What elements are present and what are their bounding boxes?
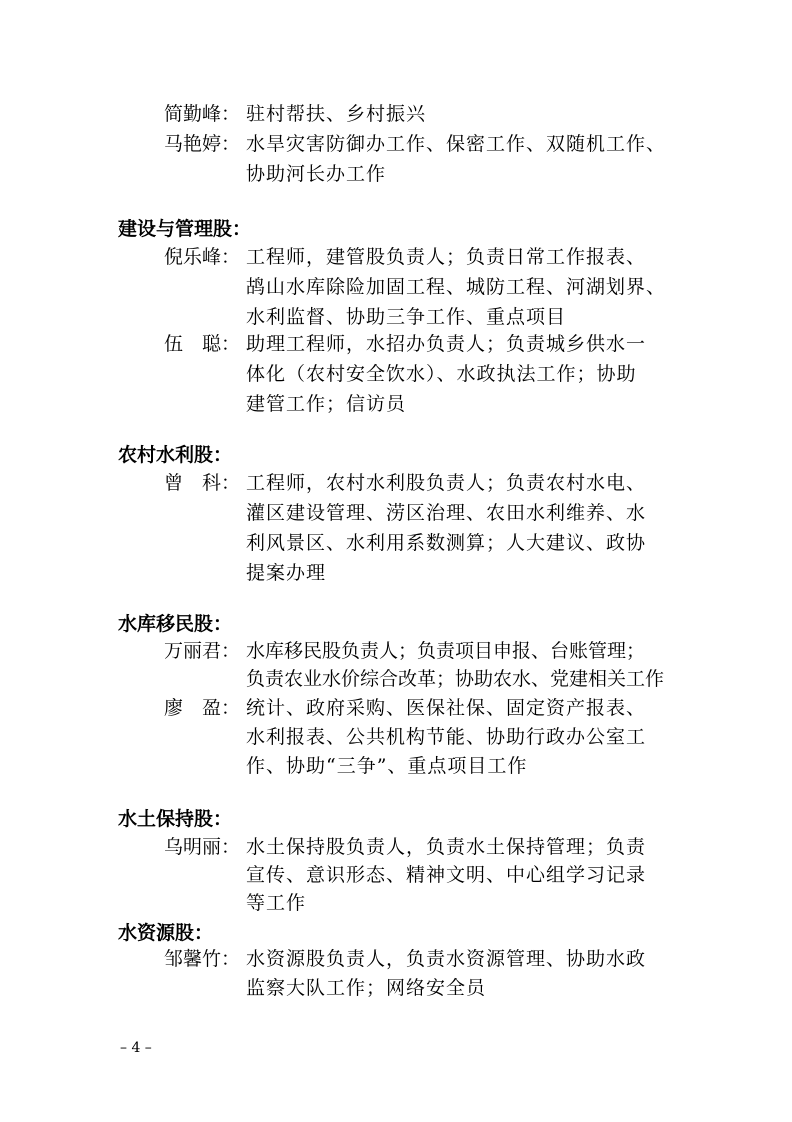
duty-line: 协助河长办工作 bbox=[246, 163, 387, 185]
section-heading: 水资源股： bbox=[118, 922, 214, 944]
duty-line: 负责农业水价综合改革；协助农水、党建相关工作 bbox=[246, 668, 665, 690]
duty-line: 水利监督、协助三争工作、重点项目 bbox=[246, 306, 567, 328]
duty-line: 体化（农村安全饮水）、水政执法工作；协助 bbox=[246, 363, 637, 385]
staff-duties bbox=[246, 945, 646, 1003]
duty-line: 监察大队工作；网络安全员 bbox=[246, 977, 487, 999]
section-heading: 水库移民股： bbox=[118, 613, 233, 635]
staff-name: 简勤峰： bbox=[163, 103, 240, 125]
staff-name: 万丽君： bbox=[163, 640, 240, 662]
section-heading: 建设与管理股： bbox=[118, 218, 252, 240]
duty-line: 宣传、意识形态、精神文明、中心组学习记录 bbox=[246, 864, 647, 886]
duty-line: 工程师，建管股负责人；负责日常工作报表、 bbox=[246, 246, 647, 268]
duty-line: 统计、政府采购、医保社保、固定资产报表、 bbox=[246, 697, 647, 719]
staff-duties bbox=[246, 242, 666, 332]
staff-name: 伍 聪： bbox=[163, 333, 240, 355]
duty-line: 利风景区、水利用系数测算；人大建议、政协 bbox=[246, 532, 647, 554]
duty-line: 水资源股负责人，负责水资源管理、协助水政 bbox=[246, 948, 647, 970]
duty-line: 鸪山水库除险加固工程、城防工程、河湖划界、 bbox=[246, 276, 667, 298]
staff-name: 曾 科： bbox=[163, 472, 240, 494]
page-number: – 4 – bbox=[120, 1040, 152, 1056]
staff-duties bbox=[246, 468, 646, 588]
staff-duties bbox=[246, 129, 666, 189]
staff-duties bbox=[246, 694, 646, 781]
staff-name: 邹馨竹： bbox=[163, 948, 240, 970]
duty-line: 提案办理 bbox=[246, 562, 327, 584]
staff-name: 乌明丽： bbox=[163, 836, 240, 858]
duty-line: 水库移民股负责人；负责项目申报、台账管理； bbox=[246, 640, 646, 662]
section-heading: 水土保持股： bbox=[118, 808, 233, 830]
staff-duties bbox=[246, 637, 664, 693]
staff-duties bbox=[246, 329, 646, 419]
duty-line: 作、协助“三争”、重点项目工作 bbox=[246, 755, 528, 777]
duty-line: 灌区建设管理、涝区治理、农田水利维养、水 bbox=[246, 502, 647, 524]
staff-duties bbox=[246, 103, 426, 125]
staff-name: 马艳婷： bbox=[163, 133, 240, 155]
duty-line: 驻村帮扶、乡村振兴 bbox=[246, 103, 427, 125]
duty-line: 工程师，农村水利股负责人；负责农村水电、 bbox=[246, 472, 647, 494]
staff-name: 倪乐峰： bbox=[163, 246, 240, 268]
section-heading: 农村水利股： bbox=[118, 444, 233, 466]
staff-name: 廖 盈： bbox=[163, 697, 240, 719]
duty-line: 助理工程师，水招办负责人；负责城乡供水一 bbox=[246, 333, 647, 355]
duty-line: 等工作 bbox=[246, 892, 307, 914]
duty-line: 水旱灾害防御办工作、保密工作、双随机工作、 bbox=[246, 133, 667, 155]
duty-line: 水利报表、公共机构节能、协助行政办公室工 bbox=[246, 726, 647, 748]
duty-line: 建管工作；信访员 bbox=[246, 393, 407, 415]
staff-duties bbox=[246, 833, 646, 917]
duty-line: 水土保持股负责人，负责水土保持管理；负责 bbox=[246, 836, 647, 858]
